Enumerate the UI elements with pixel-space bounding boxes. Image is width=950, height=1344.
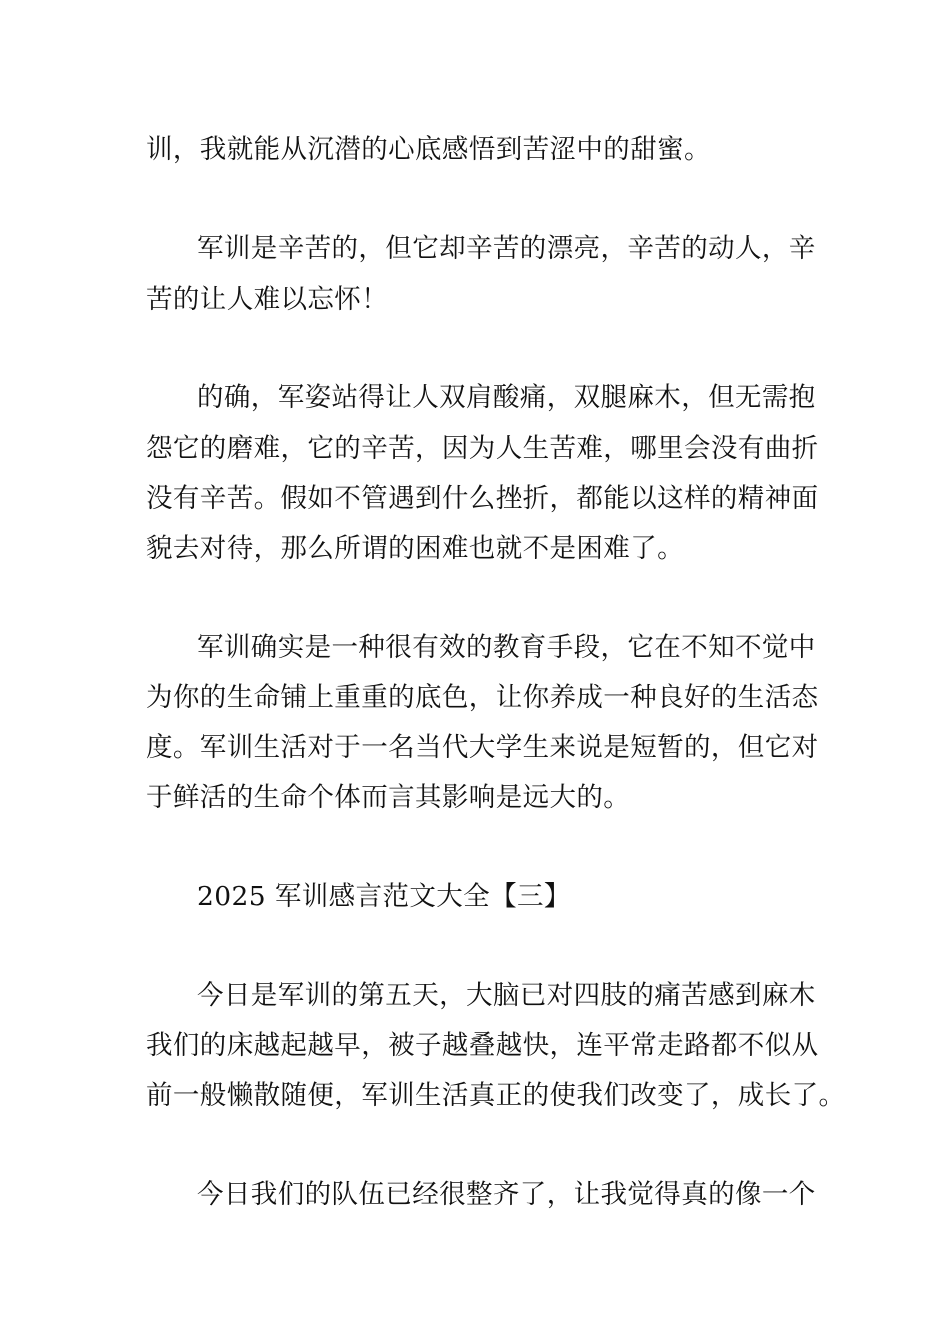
paragraph-3-line-4: 貌去对待，那么所谓的困难也就不是困难了。 bbox=[146, 533, 684, 564]
paragraph-3-line-1: 的确，军姿站得让人双肩酸痛，双腿麻木，但无需抱 bbox=[197, 382, 816, 413]
paragraph-2-line-1: 军训是辛苦的，但它却辛苦的漂亮，辛苦的动人，辛 bbox=[197, 233, 816, 264]
paragraph-1-line-1: 训，我就能从沉潜的心底感悟到苦涩中的甜蜜。 bbox=[146, 134, 711, 165]
paragraph-5-line-3: 前一般懒散随便，军训生活真正的使我们改变了，成长了。 bbox=[146, 1080, 846, 1111]
paragraph-4-line-3: 度。军训生活对于一名当代大学生来说是短暂的，但它对 bbox=[146, 732, 819, 763]
paragraph-2-line-2: 苦的让人难以忘怀！ bbox=[146, 284, 389, 315]
paragraph-6-line-1: 今日我们的队伍已经很整齐了，让我觉得真的像一个 bbox=[197, 1179, 816, 1210]
paragraph-4-line-2: 为你的生命铺上重重的底色，让你养成一种良好的生活态 bbox=[146, 682, 819, 713]
paragraph-4-line-4: 于鲜活的生命个体而言其影响是远大的。 bbox=[146, 782, 631, 813]
paragraph-5-line-2: 我们的床越起越早，被子越叠越快，连平常走路都不似从 bbox=[146, 1030, 819, 1061]
paragraph-5-line-1: 今日是军训的第五天，大脑已对四肢的痛苦感到麻木 bbox=[197, 980, 816, 1011]
paragraph-4-line-1: 军训确实是一种很有效的教育手段，它在不知不觉中 bbox=[197, 632, 816, 663]
paragraph-3-line-2: 怨它的磨难，它的辛苦，因为人生苦难，哪里会没有曲折 bbox=[146, 433, 819, 464]
paragraph-3-line-3: 没有辛苦。假如不管遇到什么挫折，都能以这样的精神面 bbox=[146, 483, 819, 514]
section-heading: 2025 军训感言范文大全【三】 bbox=[197, 881, 571, 912]
